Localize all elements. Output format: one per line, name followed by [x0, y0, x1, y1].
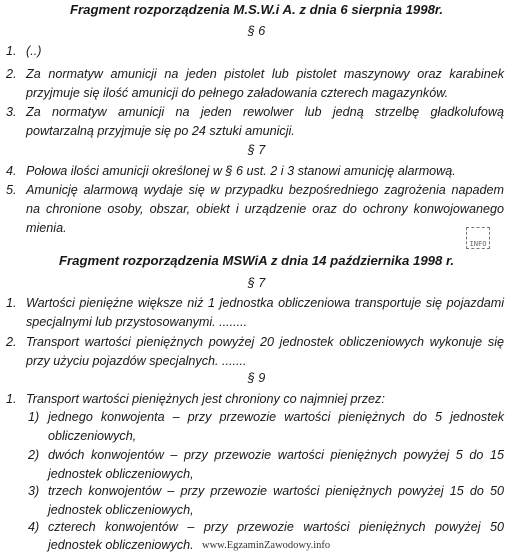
- paragraph-number: 3.: [6, 105, 17, 119]
- paragraph-text-line: Wartości pieniężne większe niż 1 jednostka obliczeniowa transportuje się pojazdami: [26, 296, 504, 310]
- list-item-number: 2): [28, 448, 40, 462]
- section-9: § 9: [247, 371, 266, 385]
- paragraph-text-line: mienia.: [26, 221, 67, 235]
- paragraph-text: (..): [26, 44, 42, 58]
- paragraph-text: Połowa ilości amunicji określonej w § 6 ust. 2 i 3 stanowi amunicję alarmową.: [26, 164, 456, 178]
- section-7b: § 7: [247, 276, 266, 290]
- title-1: Fragment rozporządzenia M.S.W.i A. z dnia 6 sierpnia 1998r.: [69, 2, 443, 17]
- paragraph-text: Transport wartości pieniężnych jest chroniony co najmniej przez:: [26, 392, 385, 406]
- list-item-number: 1): [28, 410, 40, 424]
- list-item-text-line: jednostek obliczeniowych,: [48, 467, 194, 481]
- paragraph-number: 4.: [6, 164, 17, 178]
- paragraph-number: 2.: [6, 67, 17, 81]
- paragraph-number: 1.: [6, 392, 17, 406]
- paragraph-number: 1.: [6, 44, 17, 58]
- info-stamp-icon: INFO: [466, 227, 490, 249]
- list-item-text-line: czterech konwojentów – przy przewozie wartości pieniężnych powyżej 50: [48, 520, 504, 534]
- paragraph-text-line: Transport wartości pieniężnych powyżej 20 jednostek obliczeniowych wykonuje się: [26, 335, 504, 349]
- list-item-text-line: dwóch konwojentów – przy przewozie wartości pieniężnych powyżej 5 do 15: [48, 448, 504, 462]
- paragraph-number: 1.: [6, 296, 17, 310]
- paragraph-text-line: Amunicję alarmową wydaje się w przypadku bezpośredniego zagrożenia napadem: [26, 183, 504, 197]
- list-item-text-line: jednostek obliczeniowych.: [48, 538, 194, 552]
- list-item-text-line: jednostek obliczeniowych,: [48, 503, 194, 517]
- list-item-text-line: trzech konwojentów – przy przewozie wartości pieniężnych powyżej 15 do 50: [48, 484, 504, 498]
- paragraph-text-line: Za normatyw amunicji na jeden pistolet lub pistolet maszynowy oraz karabinek: [26, 67, 504, 81]
- paragraph-text-line: na chronione osoby, obszar, obiekt i urządzenie oraz do ochrony konwojowanego: [26, 202, 504, 216]
- section-7: § 7: [247, 143, 266, 157]
- list-item-text-line: jednego konwojenta – przy przewozie wartości pieniężnych do 5 jednostek: [48, 410, 504, 424]
- list-item-text-line: obliczeniowych,: [48, 429, 137, 443]
- paragraph-number: 2.: [6, 335, 17, 349]
- paragraph-text-line: przy użyciu pojazdów specjalnych. .......: [26, 354, 247, 368]
- title-2: Fragment rozporządzenia MSWiA z dnia 14 października 1998 r.: [58, 253, 455, 268]
- paragraph-1: [0, 42, 513, 62]
- watermark: www.EgzaminZawodowy.info: [202, 540, 331, 551]
- section-6: § 6: [247, 24, 266, 38]
- list-item-number: 3): [28, 484, 40, 498]
- paragraph-text-line: specjalnymi lub przystosowanymi. ........: [26, 315, 248, 329]
- paragraph-text-line: powtarzalną przyjmuje się po 24 sztuki amunicji.: [26, 124, 295, 138]
- paragraph-text-line: Za normatyw amunicji na jeden rewolwer lub jedną strzelbę gładkolufową: [26, 105, 504, 119]
- paragraph-text-line: przyjmuje się ilość amunicji do pełnego załadowania czterech magazynków.: [26, 86, 449, 100]
- paragraph-number: 5.: [6, 183, 17, 197]
- list-item-number: 4): [28, 520, 40, 534]
